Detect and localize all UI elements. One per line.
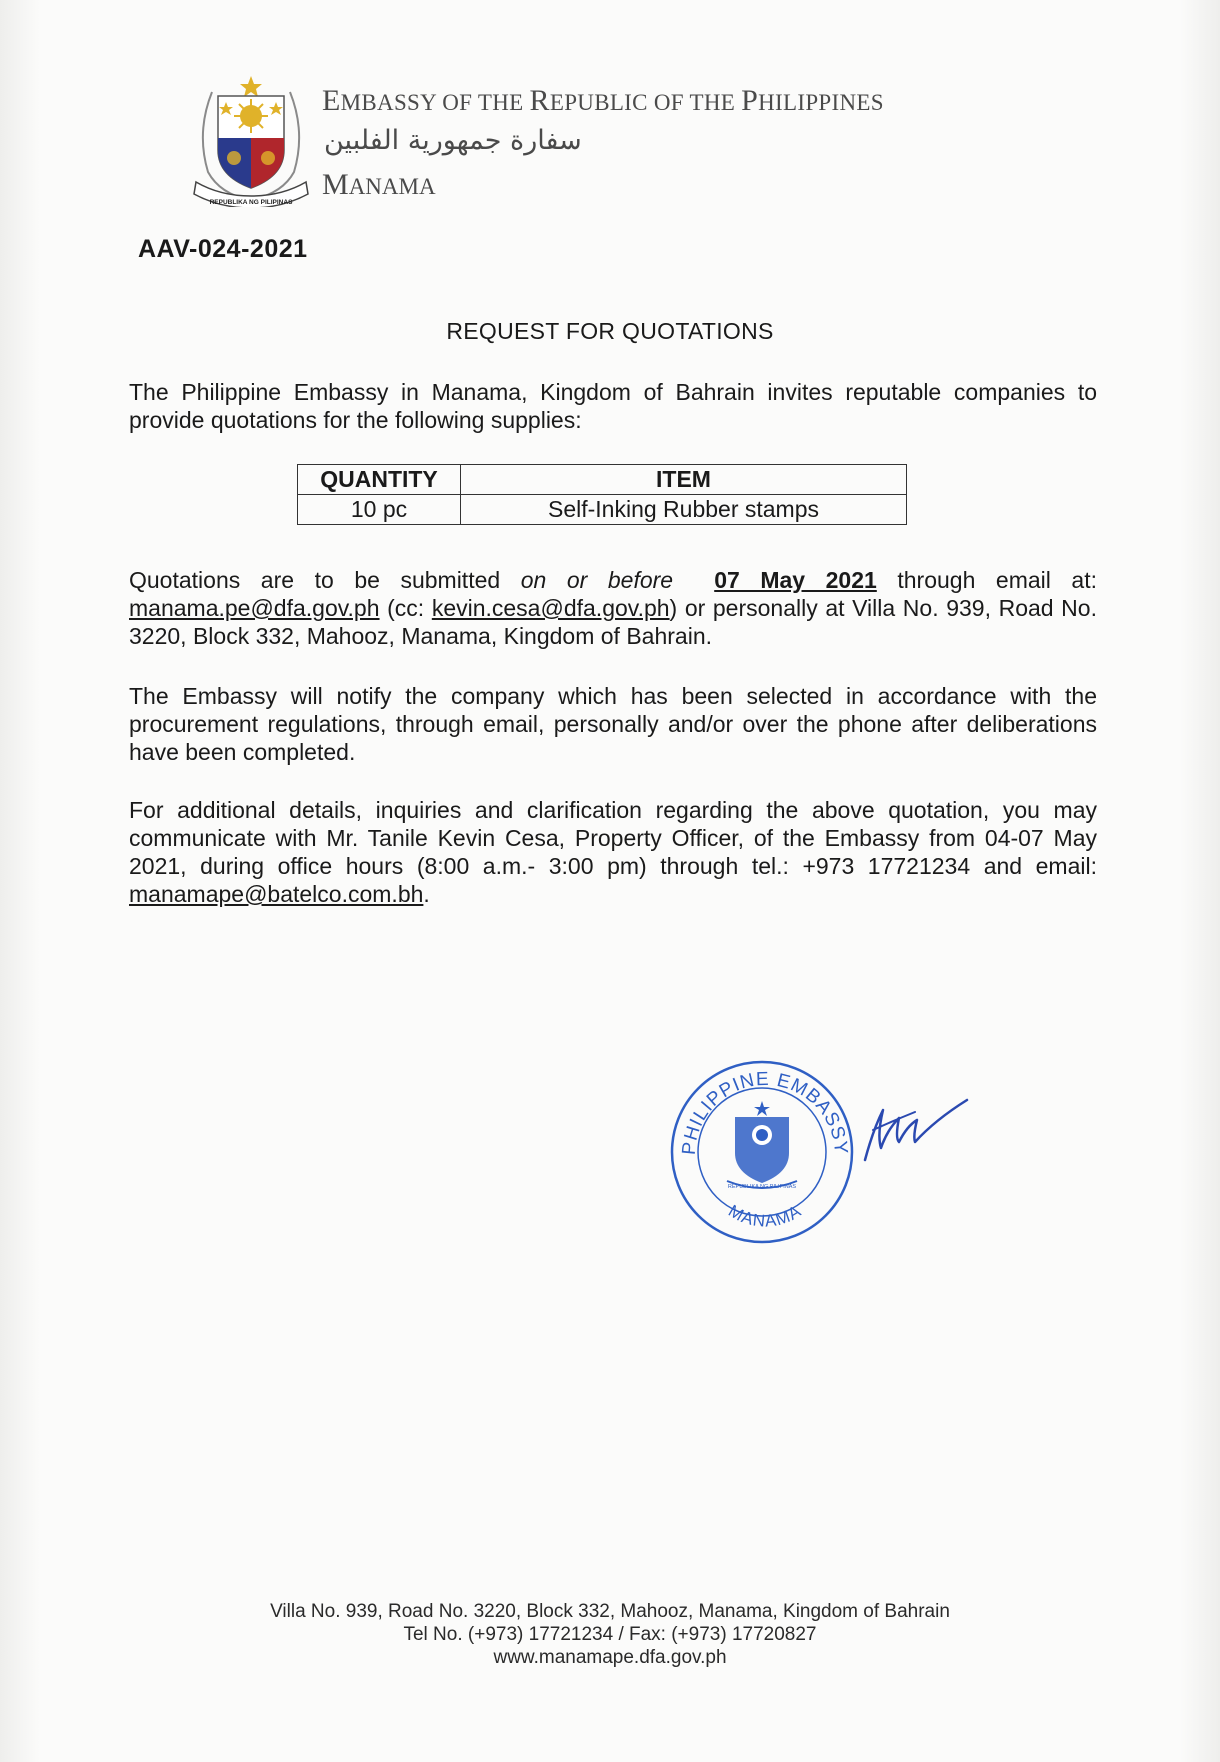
cell-item: Self-Inking Rubber stamps [461,495,907,525]
footer [0,1600,1220,1669]
email-link-contact[interactable]: manamape@batelco.com.bh [129,881,424,907]
deadline-date: 07 May 2021 [714,567,877,593]
philippine-coat-of-arms-icon [190,72,312,207]
embassy-name-word: REPUBLIC OF THE [529,84,742,117]
stamp-bottom-text: MANAMA [725,1201,805,1231]
notification-paragraph: The Embassy will notify the company which has been selected in accordance with the procurement regulations, through email, personally and/or over the phone after deliberations have been completed. [129,683,1097,765]
letterhead [190,70,1070,210]
table-row [298,495,907,525]
footer-website[interactable]: www.manamape.dfa.gov.ph [493,1647,727,1668]
column-header-item: ITEM [461,465,907,495]
column-header-quantity: QUANTITY [298,465,461,495]
embassy-name-word: EMBASSY OF THE [322,84,530,117]
svg-text:MANAMA [725,1201,805,1231]
stamp-top-text: PHILIPPINE EMBASSY [678,1068,852,1156]
stamp-inner-text: REPUBLIKA NG PILIPINAS [727,1184,797,1190]
email-link-primary[interactable]: manama.pe@dfa.gov.ph [129,595,380,621]
intro-paragraph: The Philippine Embassy in Manama, Kingdom of Bahrain invites reputable companies to provide quotations for the following supplies: [129,379,1097,433]
email-link-cc[interactable]: kevin.cesa@dfa.gov.ph [431,595,670,621]
deadline-qualifier: on or before [520,567,674,593]
footer-address: Villa No. 939, Road No. 3220, Block 332, Mahooz, Manama, Kingdom of Bahrain [270,1601,950,1622]
submission-paragraph: Quotations are to be submitted on or before 07 May 2021 through email at: manama.pe@dfa.gov.ph (cc: kevin.cesa@dfa.gov.ph) or personally at Villa No. 939, Road No. 3220, Block 332, Mahooz, Manama, Kingdom of Bahrain. [129,567,1098,649]
embassy-name-word: PHILIPPINES [741,84,884,117]
contact-paragraph: For additional details, inquiries and clarification regarding the above quotation, you may communicate with Mr. Tanile Kevin Cesa, Property Officer, of the Embassy from 04-07 May 2021, during office hours (8:00 a.m.- 3:00 pm) through tel.: +973 17721234 and email: manamape@batelco.com.bh. [129,797,1097,907]
handwritten-signature [855,1090,975,1170]
embassy-name-arabic: سفارة جمهورية الفلبين [324,125,582,156]
document-title: REQUEST FOR QUOTATIONS [446,318,774,344]
supplies-table [297,464,907,525]
embassy-city: MANAMA [322,168,436,201]
embassy-name [322,84,884,118]
embassy-seal-stamp [665,1055,860,1250]
cell-quantity: 10 pc [298,495,461,525]
table-header-row [298,465,907,495]
reference-number: AAV-024-2021 [138,235,308,263]
crest-motto: REPUBLIKA NG PILIPINAS [209,199,293,206]
footer-phone: Tel No. (+973) 17721234 / Fax: (+973) 17720827 [403,1624,817,1645]
